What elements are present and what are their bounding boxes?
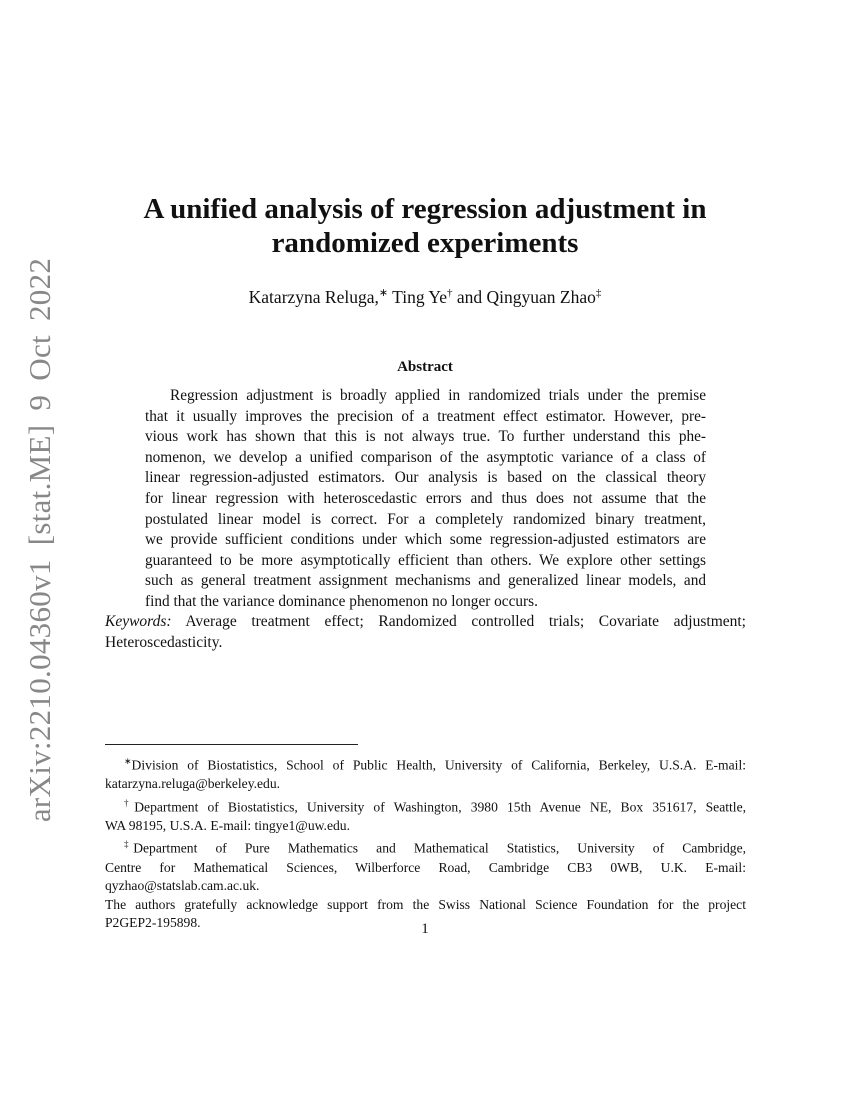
- author-name: Ting Ye: [388, 286, 447, 307]
- abstract-line: nomenon, we develop a unified comparison of the asymptotic variance of a class of: [145, 448, 706, 466]
- paper-title: [0, 192, 850, 260]
- abstract-line: that it usually improves the precision of a treatment effect estimator. However, pre-: [145, 407, 706, 425]
- author-name: Katarzyna Reluga,: [248, 286, 379, 307]
- footnotes: [105, 752, 746, 933]
- abstract-line: such as general treatment assignment mechanisms and generalized linear models, and: [145, 572, 706, 590]
- footnote-mark: †: [446, 287, 453, 299]
- keywords-label: Keywords:: [105, 613, 172, 630]
- page-number: 1: [421, 921, 429, 937]
- abstract-line: find that the variance dominance phenomenon no longer occurs.: [145, 592, 538, 610]
- acknowledgement-text: P2GEP2-195898.: [105, 915, 201, 931]
- footnote-text: WA 98195, U.S.A. E-mail: tingye1@uw.edu.: [105, 817, 350, 833]
- keywords-text: Heteroscedasticity.: [105, 634, 223, 651]
- abstract-body: [145, 386, 706, 613]
- footnote-text: Centre for Mathematical Sciences, Wilberforce Road, Cambridge CB3 0WB, U.K. E-mail:: [105, 859, 746, 875]
- abstract-line: for linear regression with heteroscedastic errors and thus does not assume that the: [145, 489, 706, 507]
- abstract-line: linear regression-adjusted estimators. Our analysis is based on the classical theory: [145, 469, 706, 487]
- authors: [0, 286, 850, 308]
- footnote-mark: ∗: [124, 756, 132, 766]
- abstract-line: postulated linear model is correct. For a completely randomized binary treatment,: [145, 510, 706, 528]
- abstract-line: Regression adjustment is broadly applied in randomized trials under the premise: [170, 387, 706, 404]
- footnote-text: katarzyna.reluga@berkeley.edu.: [105, 776, 281, 792]
- footnote-text: qyzhao@statslab.cam.ac.uk.: [105, 878, 260, 894]
- footnote-mark: ‡: [595, 287, 602, 299]
- acknowledgement-text: The authors gratefully acknowledge support from the Swiss National Science Foundation for the project: [105, 896, 746, 912]
- author-name: and Qingyuan Zhao: [452, 286, 596, 307]
- footnote-mark: ‡: [124, 839, 134, 850]
- title-line: A unified analysis of regression adjustment in: [143, 193, 707, 225]
- title-line: randomized experiments: [271, 227, 579, 259]
- abstract-heading: Abstract: [397, 359, 453, 375]
- keywords: [105, 611, 746, 653]
- footnote-text: Division of Biostatistics, School of Public Health, University of California, Berkeley, U.S.A. E-mail:: [131, 757, 746, 773]
- abstract-line: guaranteed to be more asymptotically efficient than others. We explore other settings: [145, 551, 706, 569]
- arxiv-stamp: arXiv:2210.04360v1 [stat.ME] 9 Oct 2022: [22, 257, 57, 823]
- footnote-mark: ∗: [378, 287, 389, 299]
- abstract-line: we provide sufficient conditions under which some regression-adjusted estimators are: [145, 531, 706, 549]
- footnote-mark: †: [124, 797, 135, 808]
- abstract-line: vious work has shown that this is not always true. To further understand this phe-: [145, 428, 706, 446]
- footnote-rule: [105, 744, 358, 745]
- keywords-text: Average treatment effect; Randomized controlled trials; Covariate adjustment;: [171, 613, 746, 630]
- footnote-text: Department of Pure Mathematics and Mathematical Statistics, University of Cambridge,: [133, 840, 746, 856]
- footnote-text: Department of Biostatistics, University of Washington, 3980 15th Avenue NE, Box 351617, Seattle,: [134, 799, 747, 815]
